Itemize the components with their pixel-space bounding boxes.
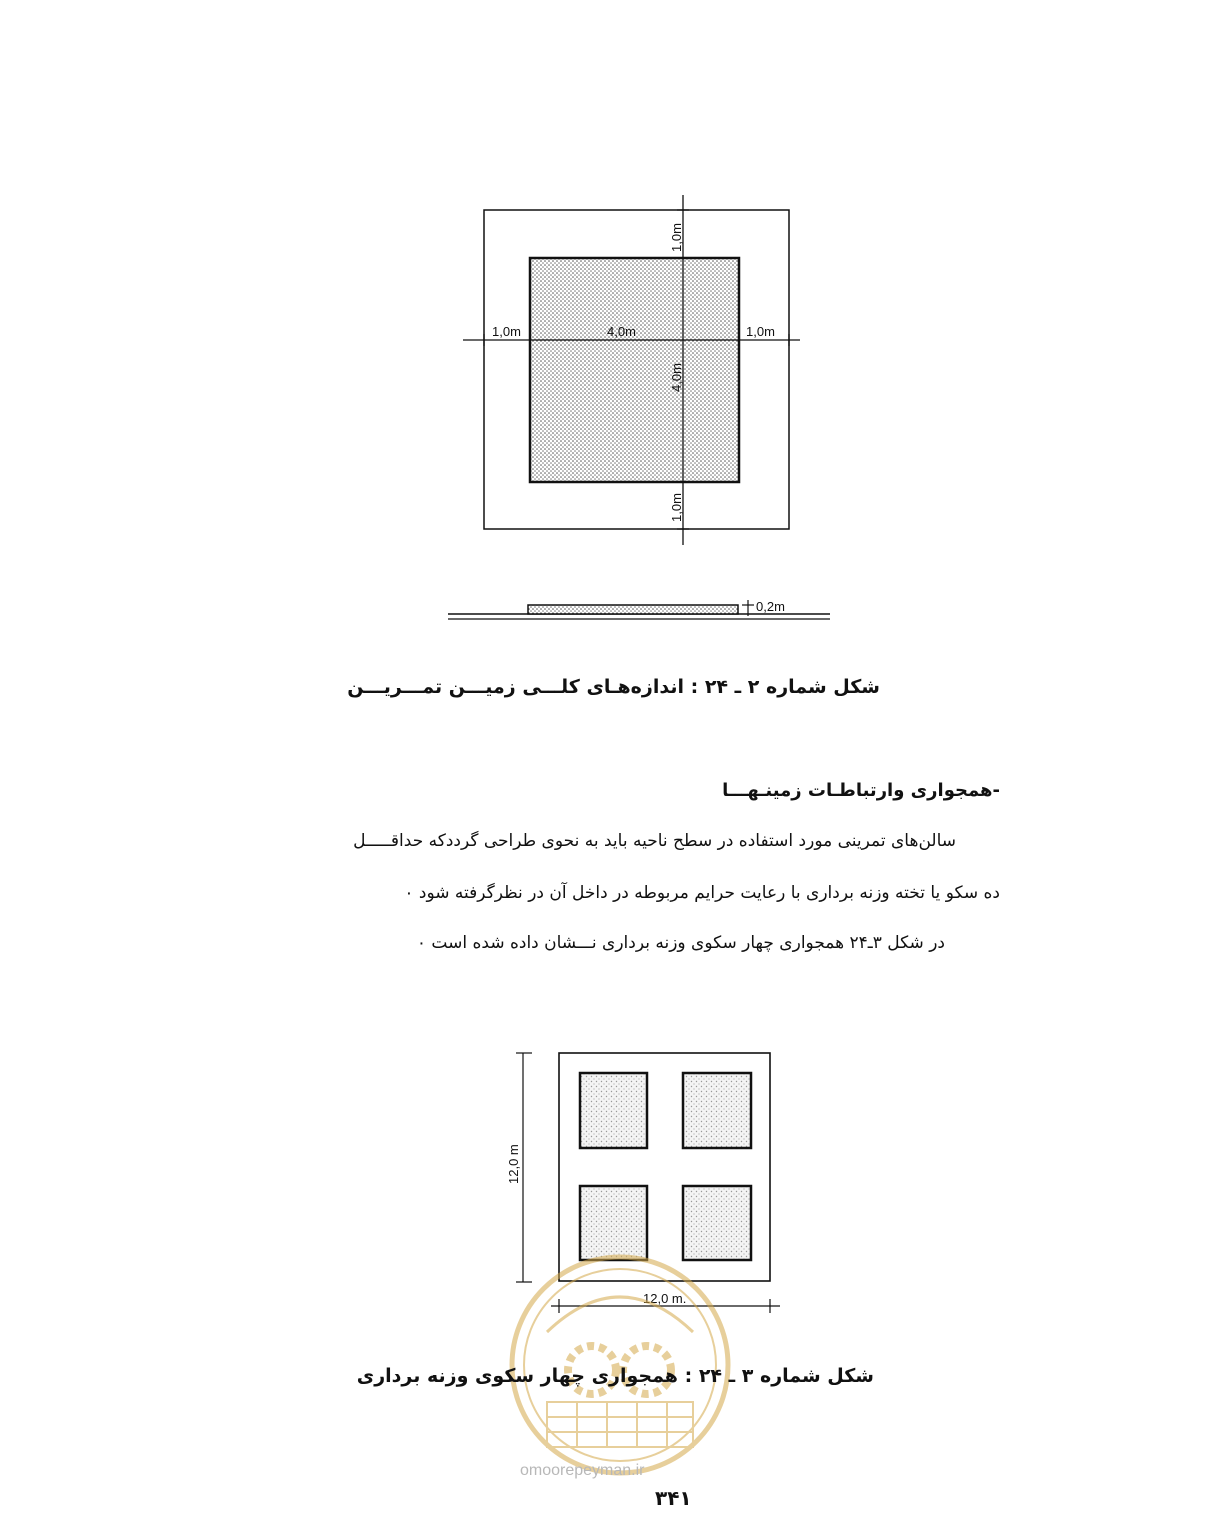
figure2-caption: شکل شماره ۳ ـ ۲۴ : همجواری چهار سکوی وزنه برداری [356, 1365, 874, 1387]
dim-left-label: 1,0m [492, 324, 521, 339]
figure1-caption: شکل شماره ۲ ـ ۲۴ : اندازه‌هـای کلـــی زمیـــن تمـــریـــن [347, 676, 880, 698]
platform-section [448, 599, 830, 619]
dim-bottom-label: 1,0m [669, 493, 684, 522]
section-heading: -همجواری وارتباطـات زمینـهـــا [722, 780, 1000, 801]
platform-4 [683, 1186, 751, 1260]
dim-inner-horizontal-label: 4,0m [607, 324, 636, 339]
paragraph-line-1: سالن‌های تمرینی مورد استفاده در سطح ناحیه باید به نحوی طراحی گرددکه حداقـــــل [353, 831, 956, 851]
paragraph-line-2: ده سکو یا تخته وزنه برداری با رعایت حرایم مربوطه در داخل آن در نظرگرفته شود ۰ [404, 883, 1000, 903]
page-number: ۳۴۱ [655, 1486, 692, 1510]
dim-vertical-label: 12,0 m [506, 1144, 521, 1184]
dim-horizontal-label: 12,0 m. [643, 1291, 687, 1306]
dim-top-label: 1,0m [669, 223, 684, 252]
platform-3 [580, 1186, 647, 1260]
dim-height-label: 0,2m [756, 599, 785, 614]
platform-area [530, 258, 739, 482]
platform-1 [580, 1073, 647, 1148]
website-url: omoorepeyman.ir [520, 1462, 645, 1479]
paragraph-line-3: در شکل ۳ـ۲۴ همجواری چهار سکوی وزنه برداری نـــشان داده شده است ۰ [416, 933, 945, 953]
dim-inner-vertical-label: 4,0m [669, 363, 684, 392]
dim-right-label: 1,0m [746, 324, 775, 339]
platform-2 [683, 1073, 751, 1148]
